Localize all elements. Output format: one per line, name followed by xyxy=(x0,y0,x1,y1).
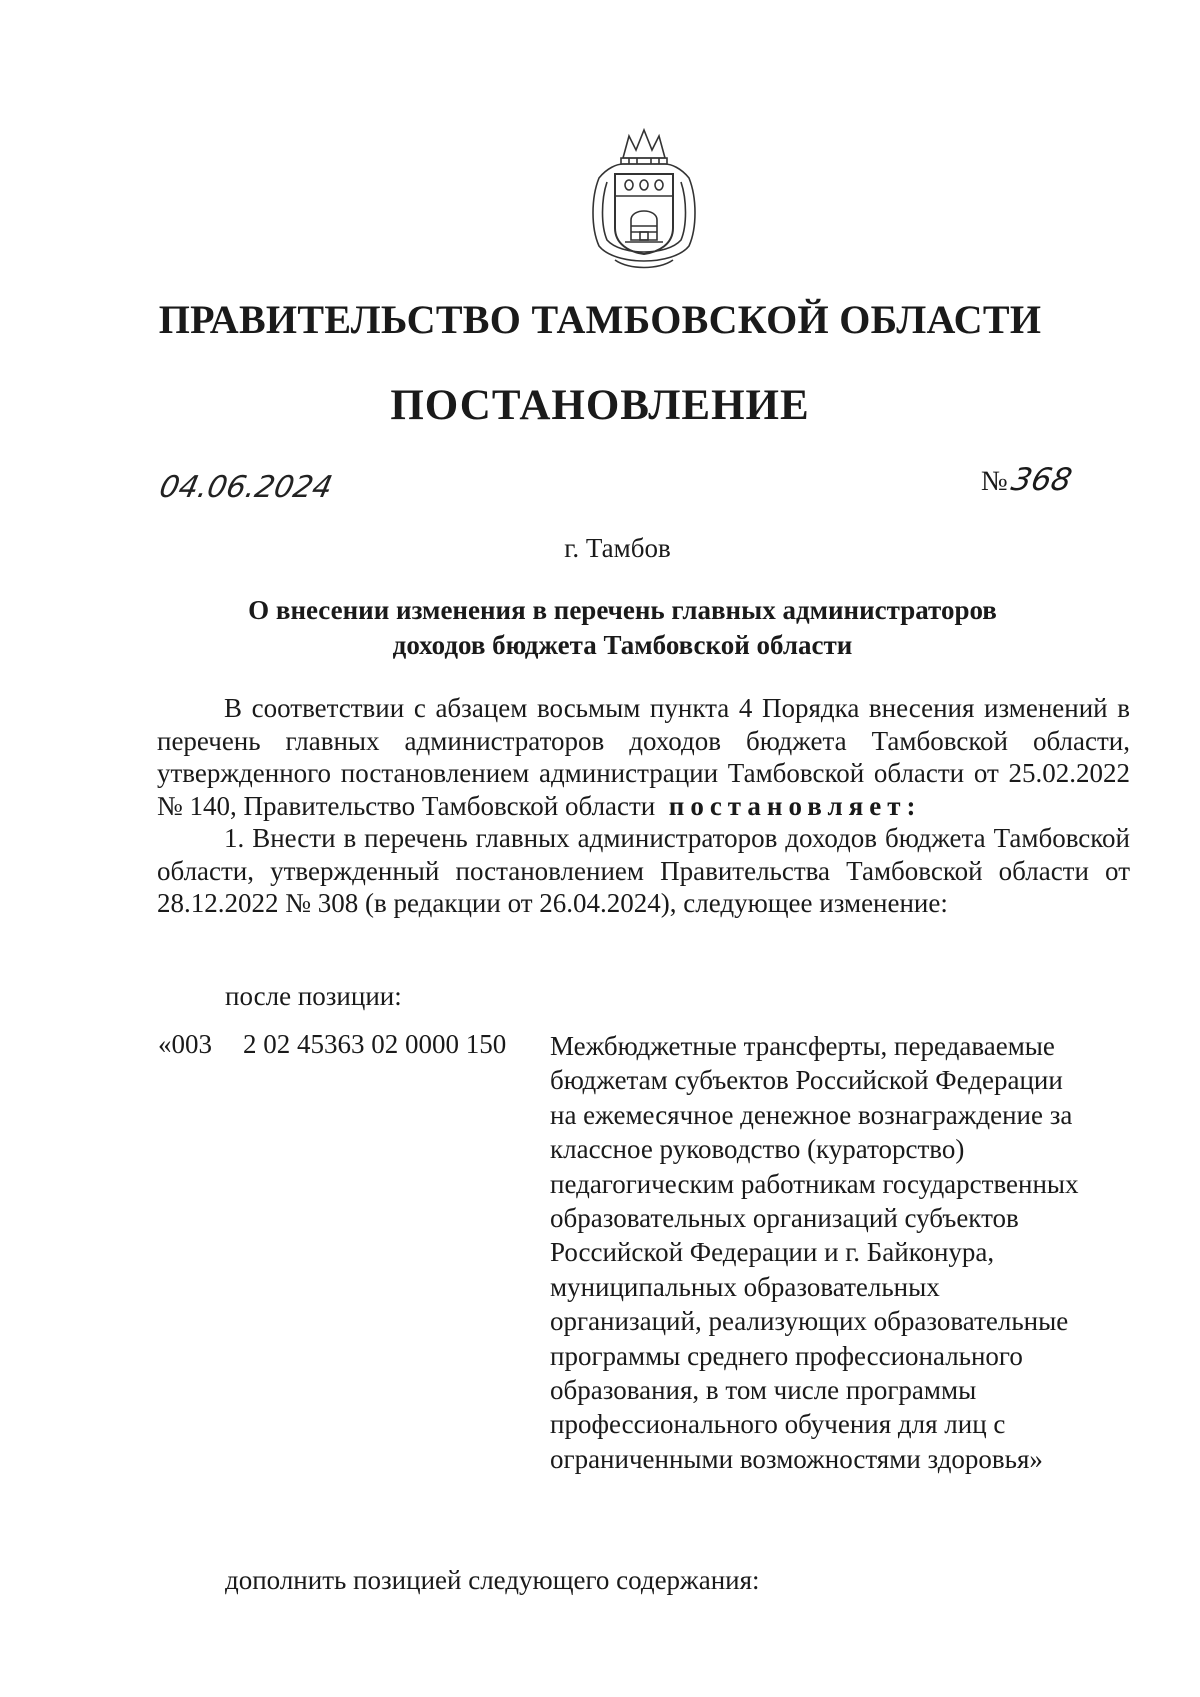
description-line: Российской Федерации и г. Байконура, xyxy=(550,1237,995,1268)
preamble-paragraph xyxy=(157,692,1130,822)
document-type: ПОСТАНОВЛЕНИЕ xyxy=(390,382,810,429)
description-line: образования, в том числе программы xyxy=(550,1375,977,1406)
decree-verb: постановляет: xyxy=(668,790,922,821)
admin-code: «003 xyxy=(158,1029,212,1059)
document-title xyxy=(0,593,1200,663)
after-position-label: после позиции: xyxy=(225,981,402,1011)
description-line: муниципальных образовательных xyxy=(550,1271,940,1302)
description-line: на ежемесячное денежное вознаграждение за xyxy=(550,1099,1073,1130)
title-line: О внесении изменения в перечень главных администраторов xyxy=(248,595,997,625)
description-line: педагогическим работникам государственных xyxy=(550,1168,1079,1199)
description-line: ограниченными возможностями здоровья» xyxy=(550,1443,1043,1474)
tambov-coat-of-arms-icon xyxy=(585,128,703,274)
item-1-paragraph: 1. Внести в перечень главных администраторов доходов бюджета Тамбовской области, утвержденный постановлением Правительства Тамбовской области от 28.12.2022 № 308 (в редакции от 26.04.2024), следующее изменение: xyxy=(157,823,1130,918)
document-date: 04.06.2024 xyxy=(156,470,336,505)
description-line: образовательных организаций субъектов xyxy=(550,1203,1019,1234)
number-label: № xyxy=(981,466,1008,497)
document-number xyxy=(981,462,1075,498)
city: г. Тамбов xyxy=(564,533,671,563)
income-code: 2 02 45363 02 0000 150 xyxy=(243,1029,507,1059)
description-line: бюджетам субъектов Российской Федерации xyxy=(550,1065,1063,1096)
title-line: доходов бюджета Тамбовской области xyxy=(392,630,853,660)
description-line: Межбюджетные трансферты, передаваемые xyxy=(550,1031,1055,1061)
description-line: классное руководство (кураторство) xyxy=(550,1134,965,1165)
description-line: программы среднего профессионального xyxy=(550,1340,1023,1371)
description-line: организаций, реализующих образовательные xyxy=(550,1306,1069,1337)
position-description xyxy=(550,1029,1110,1476)
organization-name: ПРАВИТЕЛЬСТВО ТАМБОВСКОЙ ОБЛАСТИ xyxy=(158,297,1042,342)
supplement-label: дополнить позицией следующего содержания: xyxy=(225,1565,760,1595)
description-line: профессионального обучения для лиц с xyxy=(550,1409,1006,1440)
preamble-text: В соответствии с абзацем восьмым пункта 4 Порядка внесения изменений в перечень главных администраторов доходов бюджета Тамбовской области, утвержденного постановлением администрации Тамбовской области от 25.02.2022 № 140, Правительство Тамбовской области xyxy=(157,693,1130,821)
number-value: 368 xyxy=(1007,462,1075,498)
